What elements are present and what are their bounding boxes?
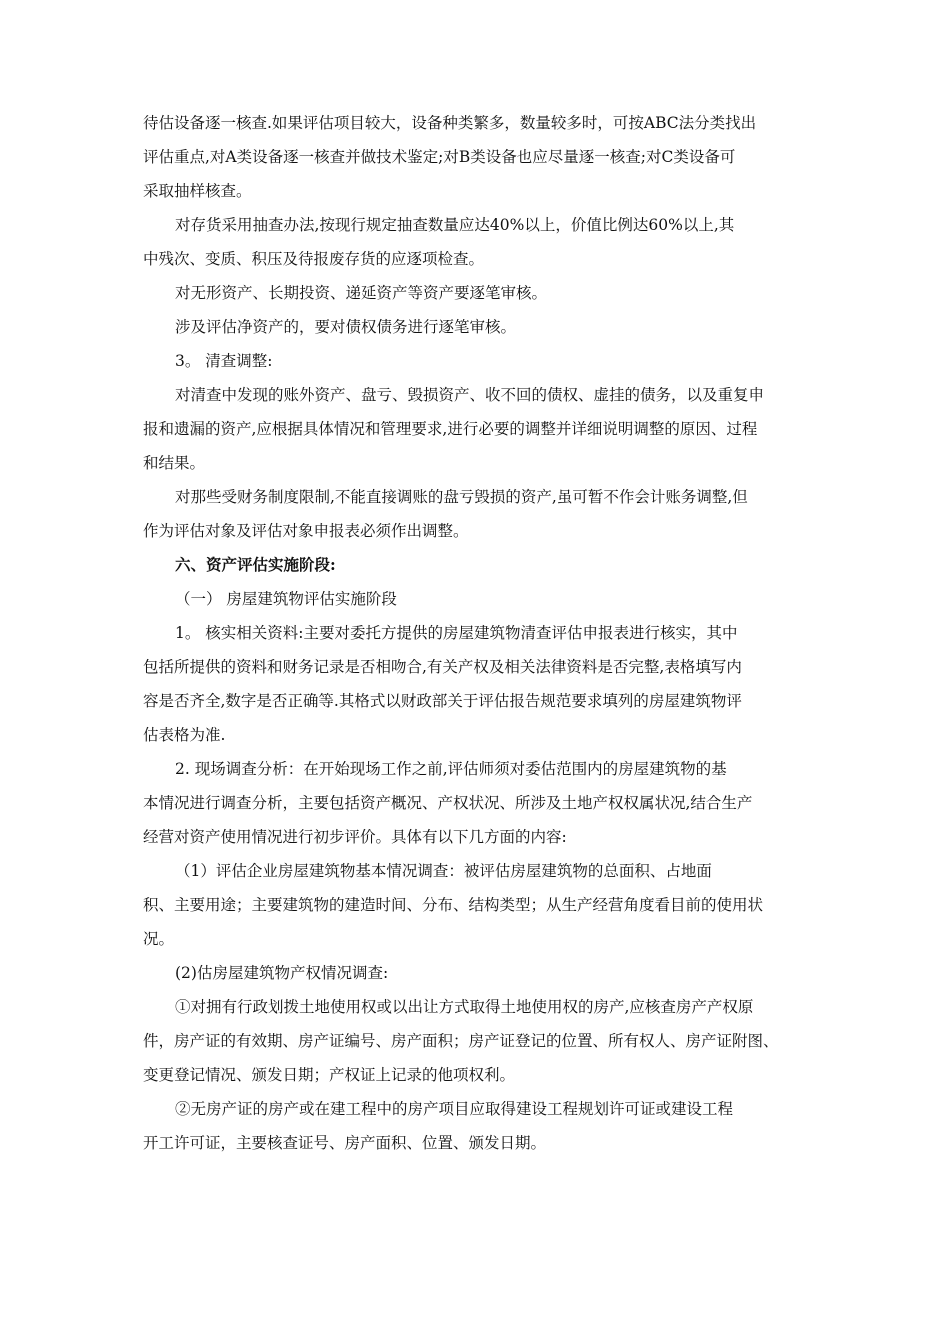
text-line: 报和遗漏的资产,应根据具体情况和管理要求,进行必要的调整并详细说明调整的原因、过程 — [143, 420, 758, 438]
text-line: 对存货采用抽查办法,按现行规定抽查数量应达40%以上，价值比例达60%以上,其 — [175, 216, 735, 234]
text-line: 待估设备逐一核查.如果评估项目较大，设备种类繁多，数量较多时，可按ABC法分类找出 — [143, 114, 757, 132]
section-heading: 六、资产评估实施阶段: — [175, 555, 336, 574]
text-line: 和结果。 — [143, 454, 206, 472]
text-line: 变更登记情况、颁发日期；产权证上记录的他项权利。 — [143, 1066, 516, 1084]
subsection-heading: （一） 房屋建筑物评估实施阶段 — [175, 590, 397, 608]
text-line: 包括所提供的资料和财务记录是否相吻合,有关产权及相关法律资料是否完整,表格填写内 — [143, 658, 742, 676]
text-line: 采取抽样核查。 — [143, 182, 252, 200]
text-line: ②无房产证的房产或在建工程中的房产项目应取得建设工程规划许可证或建设工程 — [175, 1100, 734, 1118]
text-line: 估表格为准. — [143, 726, 226, 744]
text-line: ①对拥有行政划拨土地使用权或以出让方式取得土地使用权的房产,应核查房产产权原 — [175, 998, 754, 1016]
text-line: 3。 清查调整: — [175, 352, 273, 370]
text-line: 况。 — [143, 930, 175, 948]
text-line: 容是否齐全,数字是否正确等.其格式以财政部关于评估报告规范要求填列的房屋建筑物评 — [143, 692, 742, 710]
text-line: 积、主要用途；主要建筑物的建造时间、分布、结构类型；从生产经营角度看目前的使用状 — [143, 896, 764, 914]
text-line: (2)估房屋建筑物产权情况调查: — [175, 964, 389, 982]
text-line: 1。 核实相关资料:主要对委托方提供的房屋建筑物清查评估申报表进行核实，其中 — [175, 624, 738, 642]
text-line: 涉及评估净资产的，要对债权债务进行逐笔审核。 — [175, 318, 517, 336]
text-line: 对清查中发现的账外资产、盘亏、毁损资产、收不回的债权、虚挂的债务，以及重复申 — [175, 386, 765, 404]
text-line: 开工许可证，主要核查证号、房产面积、位置、颁发日期。 — [143, 1134, 547, 1152]
text-line: 件，房产证的有效期、房产证编号、房产面积；房产证登记的位置、所有权人、房产证附图、 — [143, 1032, 779, 1050]
text-line: 对那些受财务制度限制,不能直接调账的盘亏毁损的资产,虽可暂不作会计账务调整,但 — [175, 488, 748, 506]
text-line: 2. 现场调查分析：在开始现场工作之前,评估师须对委估范围内的房屋建筑物的基 — [175, 760, 727, 778]
text-line: 经营对资产使用情况进行初步评价。具体有以下几方面的内容: — [143, 828, 567, 846]
text-line: （1）评估企业房屋建筑物基本情况调查：被评估房屋建筑物的总面积、占地面 — [175, 862, 712, 880]
text-line: 作为评估对象及评估对象申报表必须作出调整。 — [143, 522, 469, 540]
text-line: 本情况进行调查分析，主要包括资产概况、产权状况、所涉及土地产权权属状况,结合生产 — [143, 794, 753, 812]
document-body — [143, 106, 823, 1160]
text-line: 对无形资产、长期投资、递延资产等资产要逐笔审核。 — [175, 284, 548, 302]
text-line: 评估重点,对A类设备逐一核查并做技术鉴定;对B类设备也应尽量逐一核查;对C类设备可 — [143, 148, 736, 166]
text-line: 中残次、变质、积压及待报废存货的应逐项检查。 — [143, 250, 485, 268]
